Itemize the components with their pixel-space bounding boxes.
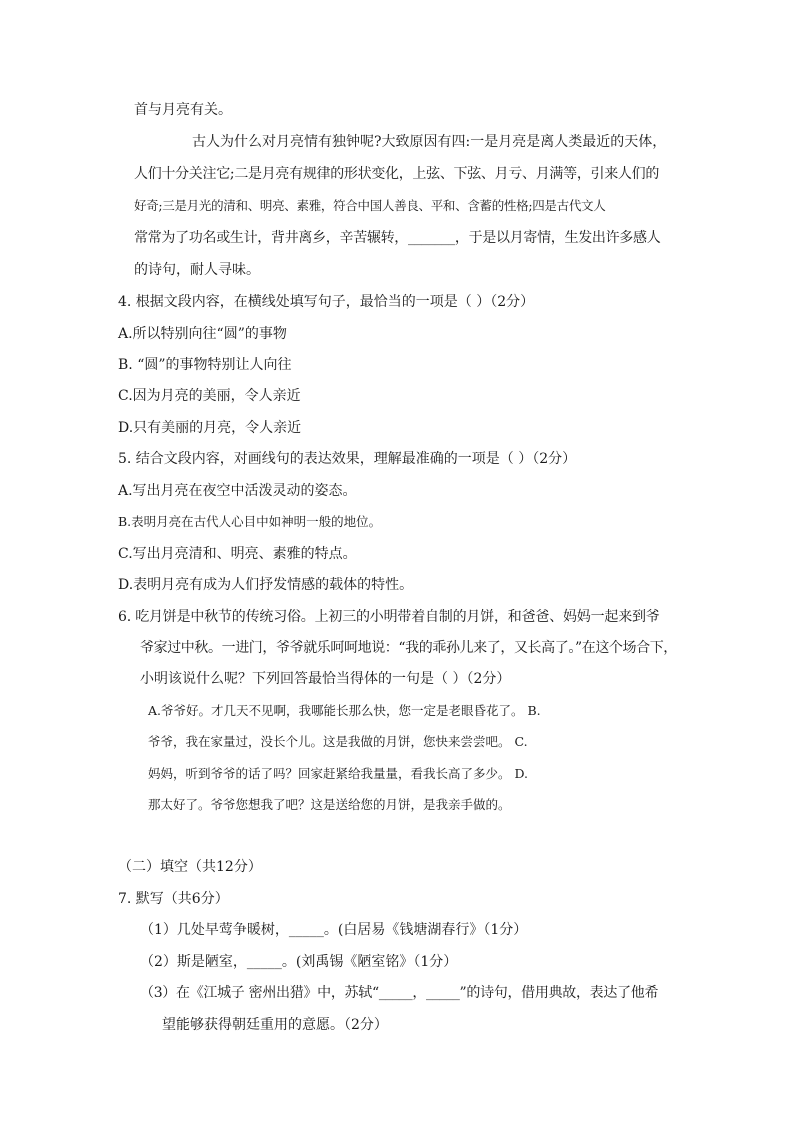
- question-7-item: （3）在《江城子 密州出猎》中，苏轼“_____，_____”的诗句，借用典故，表达了他希: [140, 985, 659, 1001]
- question-4-option-a: A.所以特别向往“圆”的事物: [118, 326, 287, 342]
- question-6-stem: 6. 吃月饼是中秋节的传统习俗。上初三的小明带着自制的月饼，和爸爸、妈妈一起来到爷: [118, 609, 660, 625]
- question-6-option-line: A.爷爷好。才几天不见啊，我哪能长那么快，您一定是老眼昏花了。 B.: [148, 703, 541, 718]
- question-6-stem: 小明该说什么呢？下列回答最恰当得体的一句是（ ）（2分）: [140, 671, 511, 687]
- question-4-option-c: C.因为月亮的美丽，令人亲近: [118, 388, 301, 404]
- question-6-option-line: 妈妈，听到爷爷的话了吗？回家赶紧给我量量，看我长高了多少。 D.: [148, 766, 529, 781]
- question-7-item: （2）斯是陋室，_____。(刘禹锡《陋室铭》（1分）: [140, 954, 458, 970]
- passage-line: 好奇;三是月光的清和、明亮、素雅，符合中国人善良、平和、含蓄的性格;四是古代文人: [134, 198, 606, 213]
- passage-line: 首与月亮有关。: [134, 102, 232, 118]
- question-5-option-b: B.表明月亮在古代人心目中如神明一般的地位。: [118, 514, 382, 529]
- question-5-option-c: C.写出月亮清和、明亮、素雅的特点。: [118, 546, 357, 562]
- question-7-item: 望能够获得朝廷重用的意愿。（2分）: [162, 1017, 388, 1033]
- question-7-item: （1）几处早莺争暖树，_____。(白居易《钱塘湖春行》（1分）: [140, 922, 528, 938]
- passage-line: 古人为什么对月亮情有独钟呢?大致原因有四:一是月亮是离人类最近的天体，: [192, 134, 667, 150]
- passage-line: 常常为了功名或生计，背井离乡，辛苦辗转，_______，于是以月寄情，生发出许多感人: [134, 230, 661, 246]
- question-6-option-line: 爷爷，我在家量过，没长个儿。这是我做的月饼，您快来尝尝吧。 C.: [148, 734, 528, 749]
- question-5-option-a: A.写出月亮在夜空中活泼灵动的姿态。: [118, 483, 357, 499]
- question-5-stem: 5. 结合文段内容，对画线句的表达效果，理解最准确的一项是（ ）（2分）: [118, 451, 577, 467]
- section-heading: （二）填空（共12分）: [118, 859, 262, 875]
- passage-line: 的诗句，耐人寻味。: [134, 262, 260, 278]
- question-7-title: 7. 默写（共6分）: [118, 891, 229, 907]
- question-4-stem: 4. 根据文段内容，在横线处填写句子，最恰当的一项是（ ）（2分）: [118, 294, 535, 310]
- passage-line: 人们十分关注它;二是月亮有规律的形状变化，上弦、下弦、月亏、月满等，引来人们的: [134, 166, 660, 182]
- question-4-option-b: B. “圆”的事物特别让人向往: [118, 357, 292, 373]
- question-6-stem: 爷家过中秋。一进门，爷爷就乐呵呵地说：“我的乖孙儿来了，又长高了。”在这个场合下，: [140, 640, 677, 656]
- question-4-option-d: D.只有美丽的月亮，令人亲近: [118, 420, 302, 436]
- question-5-option-d: D.表明月亮有成为人们抒发情感的载体的特性。: [118, 577, 414, 593]
- question-6-option-line: 那太好了。爷爷您想我了吧？这是送给您的月饼，是我亲手做的。: [148, 797, 511, 812]
